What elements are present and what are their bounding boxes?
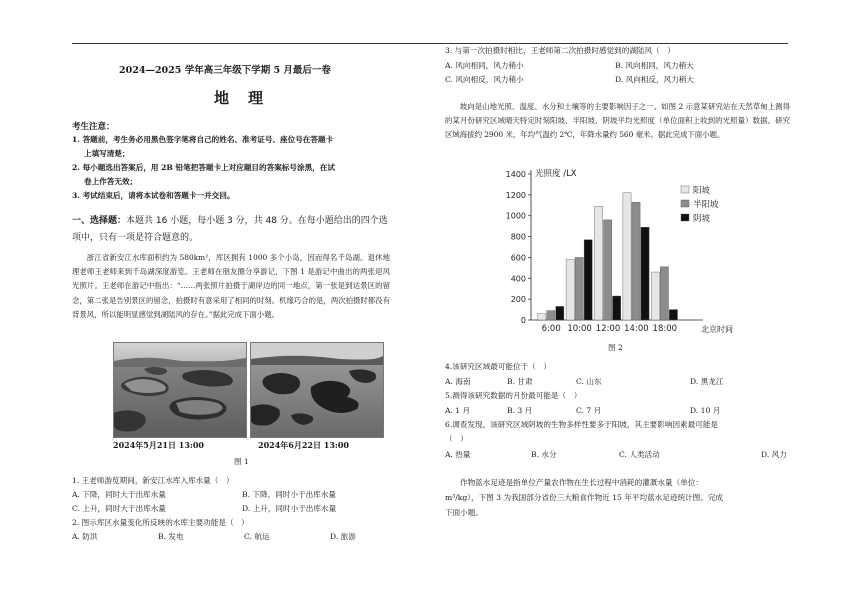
legend-label-阳坡: 阳坡 [693,186,711,196]
notice-item-1-cont: 上填写清楚； [84,149,130,158]
notice-item-2: 2. 每小题选出答案后，用 2B 铅笔把答题卡上对应题目的答案标号涂黑，在试 [72,163,335,172]
bar-12:00-阴坡 [613,296,621,320]
photo-lake-june-image [251,343,383,437]
bar-6:00-阳坡 [538,314,546,320]
section1-desc2: 项中，只有一项是符合题意的。 [72,233,199,243]
section1-desc1: 本题共 16 小题，每小题 3 分，共 48 分。在每小题给出的四个选 [126,216,388,226]
photo2-caption: 2024年6月22日 13:00 [258,440,349,450]
exam-title: 2024—2025 学年高三年级下学期 5 月最后一卷 [119,65,331,76]
question-3-option-b: B. 风向相同，风力稍大 [615,61,694,70]
legend-label-阴坡: 阴坡 [693,214,711,224]
y-tick-label-400: 400 [510,274,526,284]
bar-12:00-半阳坡 [604,220,612,320]
question-1-option-a: A. 下降，同时大于出库水量 [72,490,166,499]
question-2-option-a: A. 防洪 [72,532,98,541]
question-2-option-c: C. 航运 [244,532,270,541]
question-3-option-c: C. 风向相反，风力稍小 [445,75,524,84]
question-6-option-a: A. 热量 [445,450,471,459]
x-tick-label-12:00: 12:00 [595,324,621,334]
bar-14:00-阴坡 [641,227,649,320]
notice-item-1: 1. 答题前，考生务必用黑色签字笔将自己的姓名、准考证号、座位号在答题卡 [72,135,334,144]
question-2-option-b: B. 发电 [158,532,184,541]
question-1-option-c: C. 上升，同时大于出库水量 [72,504,166,513]
question-1-stem: 1. 王老师游览期间，新安江水库入库水量（ ） [72,476,234,485]
question-6-option-d: D. 风力 [761,450,787,459]
legend-swatch-阳坡 [681,186,689,193]
passage-3-line2: m³/kg），下图 3 为我国部分省份三大粮食作物近 15 年平均蓝水足迹统计图。完成 [445,493,724,502]
question-4-stem: 4.该研究区域最可能位于（ ） [445,362,551,371]
legend-swatch-半阳坡 [681,200,689,207]
question-4-option-b: B. 甘肃 [507,377,533,386]
subject-title: 地 理 [214,89,266,107]
question-2-option-d: D. 旅游 [330,532,356,541]
x-tick-label-6:00: 6:00 [541,324,561,334]
question-5-option-c: C. 7 月 [576,406,602,415]
bar-18:00-阳坡 [651,272,659,320]
question-6-stem: 6.调查发现，该研究区域阴坡的生物多样性要多于阳坡，其主要影响因素最可能是 [445,420,719,429]
x-axis-title: 北京时间 [701,325,733,334]
y-tick-label-800: 800 [510,232,526,242]
bar-10:00-阴坡 [584,240,592,320]
y-tick-label-1200: 1200 [505,190,526,200]
bar-18:00-半阳坡 [660,267,668,320]
passage-3-line1: 作物蓝水足迹是指单位产量农作物在生长过程中消耗的灌溉水量（单位： [460,478,703,487]
question-5-option-d: D. 10 月 [690,406,721,415]
notice-item-3: 3. 考试结束后，请将本试卷和答题卡一并交回。 [72,191,235,200]
photo-lake-june [250,342,384,438]
question-4-option-d: D. 黑龙江 [690,377,724,386]
bar-12:00-阳坡 [595,206,603,320]
notice-item-2-cont: 卷上作答无效； [84,177,138,186]
photo1-caption: 2024年5月21日 13:00 [113,440,204,450]
bar-14:00-半阳坡 [632,202,640,320]
question-6-stem-cont: （ ） [445,434,468,443]
question-6-option-c: C. 人类活动 [619,450,660,459]
y-axis-title: 光照度 /LX [535,169,577,179]
figure1-label: 图 1 [234,457,249,466]
legend-label-半阳坡: 半阳坡 [693,200,719,210]
passage-1: 浙江省新安江水库面积约为 580km²，库区拥有 1000 多个小岛，因而得名千岛湖。退休地理老师王老师来到千岛湖深度游览。王老师在朋友圈分享游记，下图 1 是游记中曲出的两张迎风光照片。王老师在游记中指出：“……两张照片拍摄于湖岸边的同一地点，第一张是到达景区的留念，第二张是告别景区的留念，拍摄时有意采用了相同的时刻。机缘巧合的是，两次拍摄时都没有背景风，所以能明显感觉到湖陆风的存在。”据此完成下面小题。 [72,253,390,319]
question-3-option-d: D. 风向相反，风力稍大 [615,75,694,84]
question-5-option-a: A. 1 月 [445,406,471,415]
photo-lake-may-image [114,343,246,437]
y-tick-label-600: 600 [510,253,526,263]
section1-title: 一、选择题： [72,216,127,226]
question-6-option-b: B. 水分 [531,450,557,459]
bar-18:00-阴坡 [669,310,677,320]
figure2-label: 图 2 [608,343,623,352]
y-tick-label-1000: 1000 [505,211,526,221]
light-intensity-chart [505,162,735,342]
question-5-option-b: B. 3 月 [507,406,533,415]
question-4-option-c: C. 山东 [576,377,602,386]
passage-2: 坡向是山地光照、温度、水分和土壤等的主要影响因子之一。如图 2 示意某研究站在天然草甸上测得的某月份研究区域晴天特定时刻阳坡、半阳坡、阴坡平均光照度（单位面积上收到的光照量）数据。研究区域海拔约 2900 米，年均气温约 2℃，年降水量约 560 毫米。据此完成下面小题。 [445,102,790,140]
question-1-option-b: B. 下降，同时小于出库水量 [242,490,336,499]
question-5-stem: 5.测得该研究数据的月份最可能是（ ） [445,391,582,400]
bar-10:00-阳坡 [566,260,574,320]
question-4-option-a: A. 海南 [445,377,471,386]
bar-14:00-阳坡 [623,193,631,320]
y-tick-label-0: 0 [520,316,526,325]
bar-6:00-阴坡 [556,306,564,320]
photo-lake-may [113,342,247,438]
question-2-stem: 2. 图示库区水量变化所反映的水库主要功能是（ ） [72,518,249,527]
top-rule [72,43,788,44]
section1-line1 [72,213,388,226]
question-3-stem: 3. 与第一次拍摄时相比，王老师第二次拍摄时感觉到的湖陆风（ ） [445,46,675,55]
notice-heading: 考生注意： [72,122,115,132]
question-1-option-d: D. 上升，同时小于出库水量 [242,504,337,513]
x-tick-label-18:00: 18:00 [652,324,678,334]
y-tick-label-1400: 1400 [505,170,526,179]
bar-10:00-半阳坡 [575,257,583,320]
y-tick-label-200: 200 [510,295,526,305]
question-3-option-a: A. 风向相同，风力稍小 [445,61,524,70]
legend-swatch-阴坡 [681,214,689,221]
bar-6:00-半阳坡 [547,311,555,320]
passage-3-line3: 下面小题。 [445,508,483,517]
x-tick-label-10:00: 10:00 [567,324,592,334]
x-tick-label-14:00: 14:00 [624,324,649,334]
